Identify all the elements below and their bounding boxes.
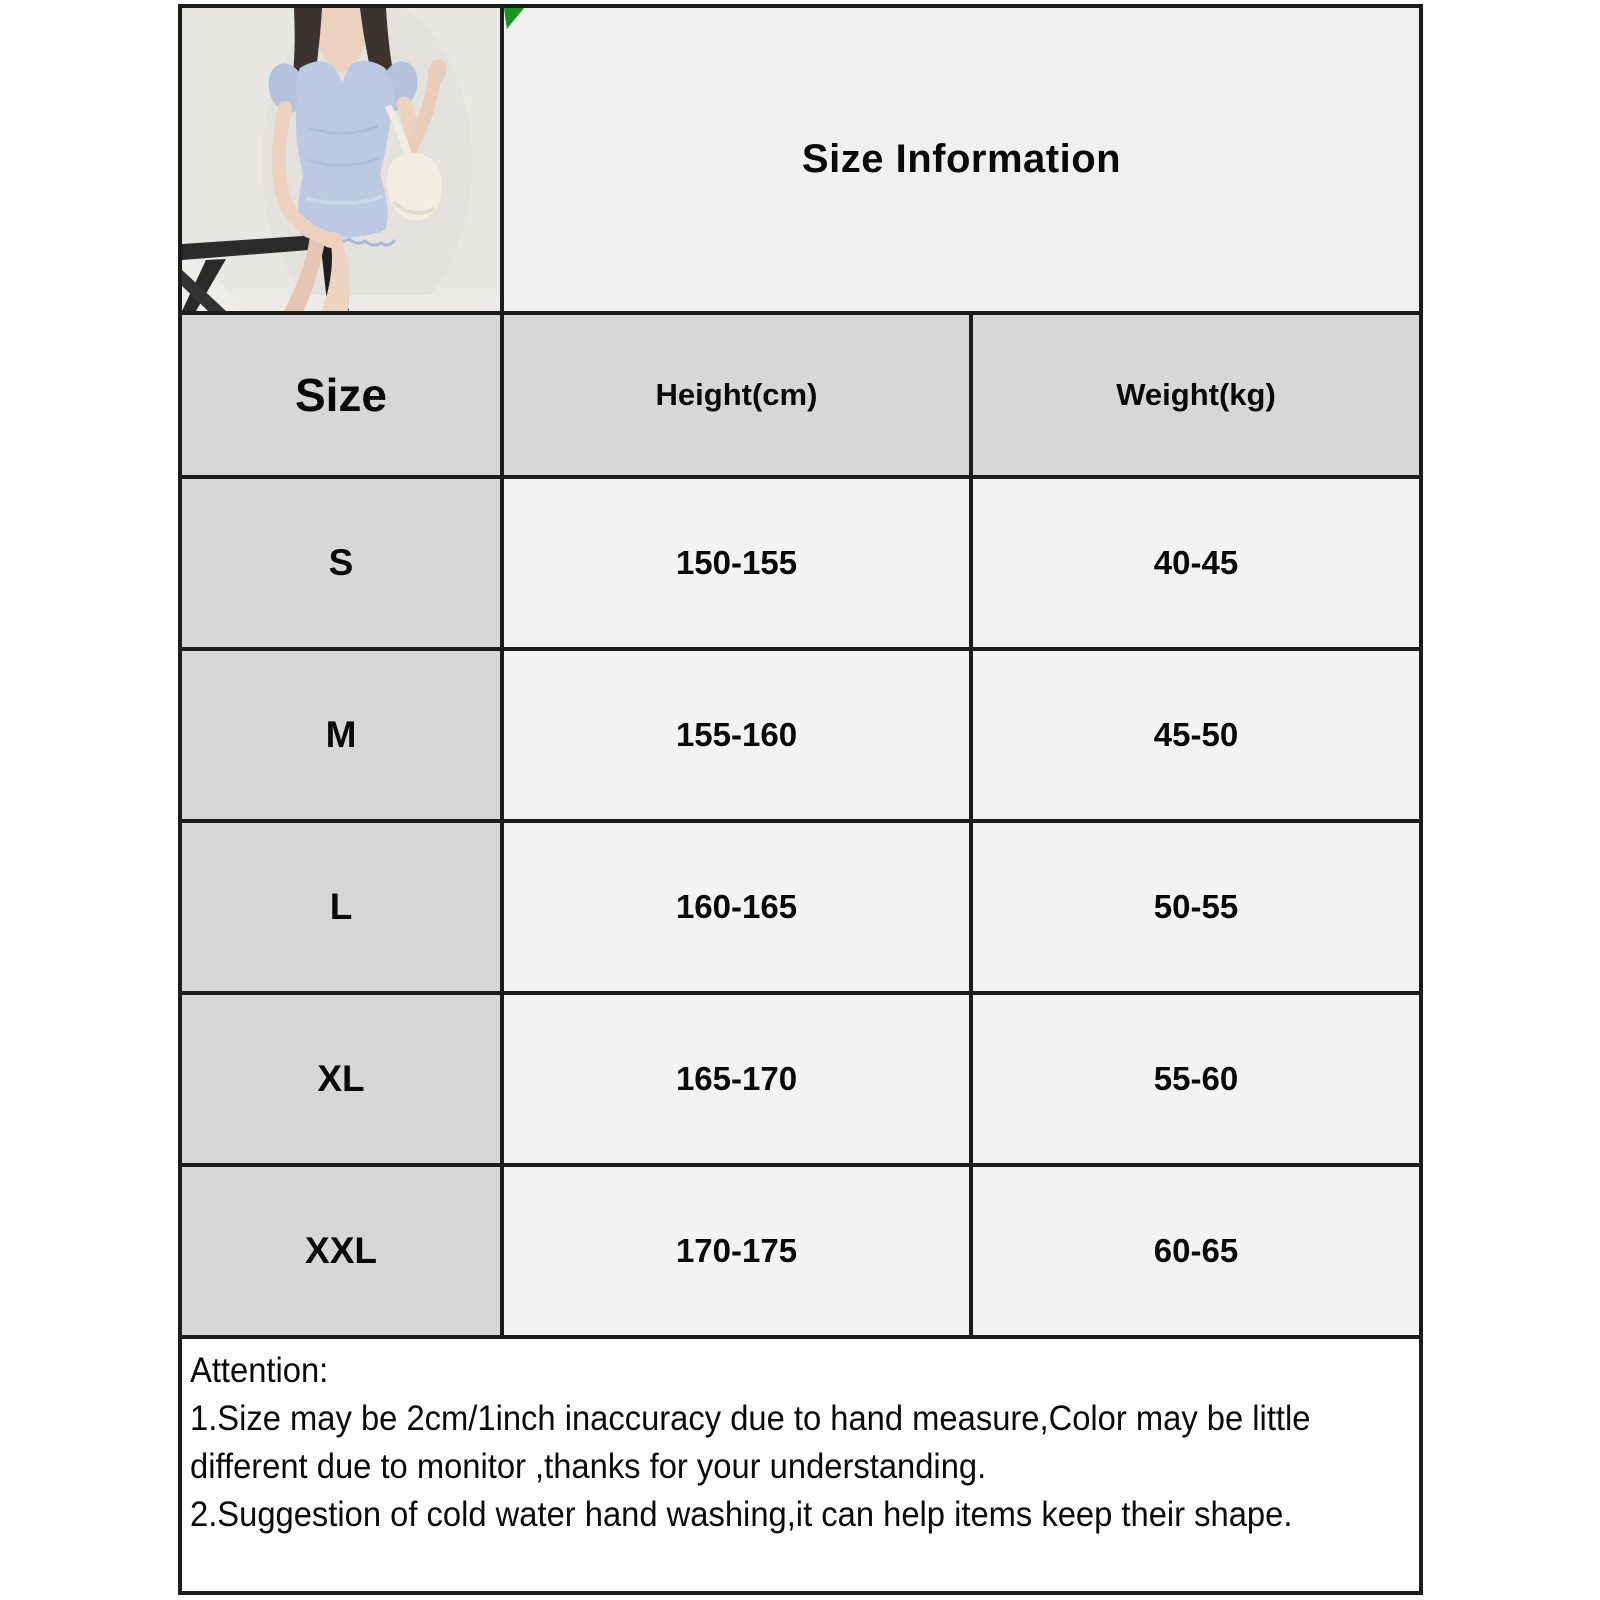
row-l-weight: 50-55 [973, 823, 1419, 991]
row-m-height: 155-160 [504, 651, 969, 819]
row-xl-height: 165-170 [504, 995, 969, 1163]
row-xxl-weight: 60-65 [973, 1167, 1419, 1335]
row-xl-weight: 55-60 [973, 995, 1419, 1163]
row-l-size: L [182, 823, 500, 991]
column-header-height: Height(cm) [504, 315, 969, 475]
row-xxl-height: 170-175 [504, 1167, 969, 1335]
attention-note-2: 2.Suggestion of cold water hand washing,it can help items keep their shape. [190, 1495, 1293, 1534]
row-xl-size: XL [182, 995, 500, 1163]
column-header-size: Size [182, 315, 500, 475]
green-corner-marker-icon [504, 8, 524, 29]
attention-box [182, 1339, 1419, 1591]
row-m-size: M [182, 651, 500, 819]
row-l-height: 160-165 [504, 823, 969, 991]
attention-note-1: 1.Size may be 2cm/1inch inaccuracy due to hand measure,Color may be little different due to monitor ,thanks for your understanding. [190, 1399, 1311, 1486]
column-header-weight: Weight(kg) [973, 315, 1419, 475]
row-m-weight: 45-50 [973, 651, 1419, 819]
model-photo-illustration [182, 8, 500, 311]
row-s-size: S [182, 479, 500, 647]
row-xxl-size: XXL [182, 1167, 500, 1335]
page-title: Size Information [801, 137, 1122, 181]
product-photo-cell [182, 8, 500, 311]
title-cell [504, 8, 1419, 311]
top-row [182, 8, 1419, 311]
size-table [182, 315, 1419, 1335]
attention-text [190, 1347, 1410, 1539]
row-s-height: 150-155 [504, 479, 969, 647]
attention-heading: Attention: [190, 1351, 329, 1390]
row-s-weight: 40-45 [973, 479, 1419, 647]
size-chart-sheet [178, 4, 1423, 1595]
